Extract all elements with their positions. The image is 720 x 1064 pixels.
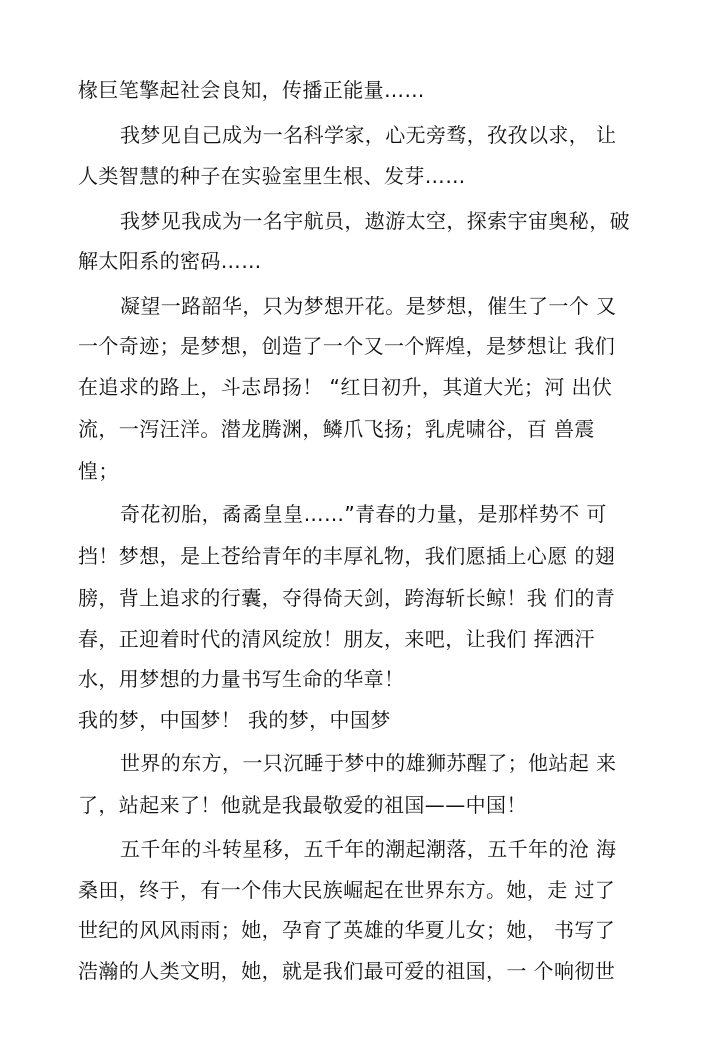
text-line: 世纪的风风雨雨；她，孕育了英雄的华夏儿女；她， 书写了 [78,918,616,942]
text-line: 我梦见自己成为一名科学家，心无旁骛，孜孜以求， 让 [120,123,617,147]
text-line: 了，站起来了！他就是我最敬爱的祖国——中国！ [78,793,527,817]
section-heading: 我的梦，中国梦！ 我的梦，中国梦 [78,708,391,732]
text-line: 人类智慧的种子在实验室里生根、发芽…… [78,164,466,188]
text-line: 在追求的路上，斗志昂扬！ “红日初升，其道大光；河 出伏 [78,375,613,399]
text-line: 惶； [78,459,119,483]
text-line: 桑田，终于，有一个伟大民族崛起在世界东方。她，走 过了 [78,878,616,902]
text-line: 解太阳系的密码…… [78,249,262,273]
text-line: 水，用梦想的力量书写生命的华章！ [78,667,405,691]
text-line: 我梦见我成为一名宇航员，遨游太空，探索宇宙奥秘，破 [120,209,630,233]
text-line: 膀，背上追求的行囊，夺得倚天剑，跨海斩长鲸！我 们的青 [78,586,616,610]
text-line: 流，一泻汪洋。潜龙腾渊，鳞爪飞扬；乳虎啸谷，百 兽震 [78,417,595,441]
text-line: 挡！梦想，是上苍给青年的丰厚礼物，我们愿插上心愿 的翅 [78,544,616,568]
text-line: 一个奇迹；是梦想，创造了一个又一个辉煌，是梦想让 我们 [78,334,616,358]
text-line: 奇花初胎，矞矞皇皇……”青春的力量，是那样势不 可 [120,502,607,526]
text-line: 五千年的斗转星移，五千年的潮起潮落，五千年的沧 海 [120,837,617,861]
text-line: 春，正迎着时代的清风绽放！朋友，来吧，让我们 挥洒汗 [78,627,595,651]
text-line: 世界的东方，一只沉睡于梦中的雄狮苏醒了；他站起 来 [120,751,617,775]
text-line: 凝望一路韶华，只为梦想开花。是梦想，催生了一个 又 [120,294,617,318]
text-line: 浩瀚的人类文明，她，就是我们最可爱的祖国，一 个响彻世 [78,959,616,983]
text-line: 椽巨笔擎起社会良知，传播正能量…… [78,78,425,102]
